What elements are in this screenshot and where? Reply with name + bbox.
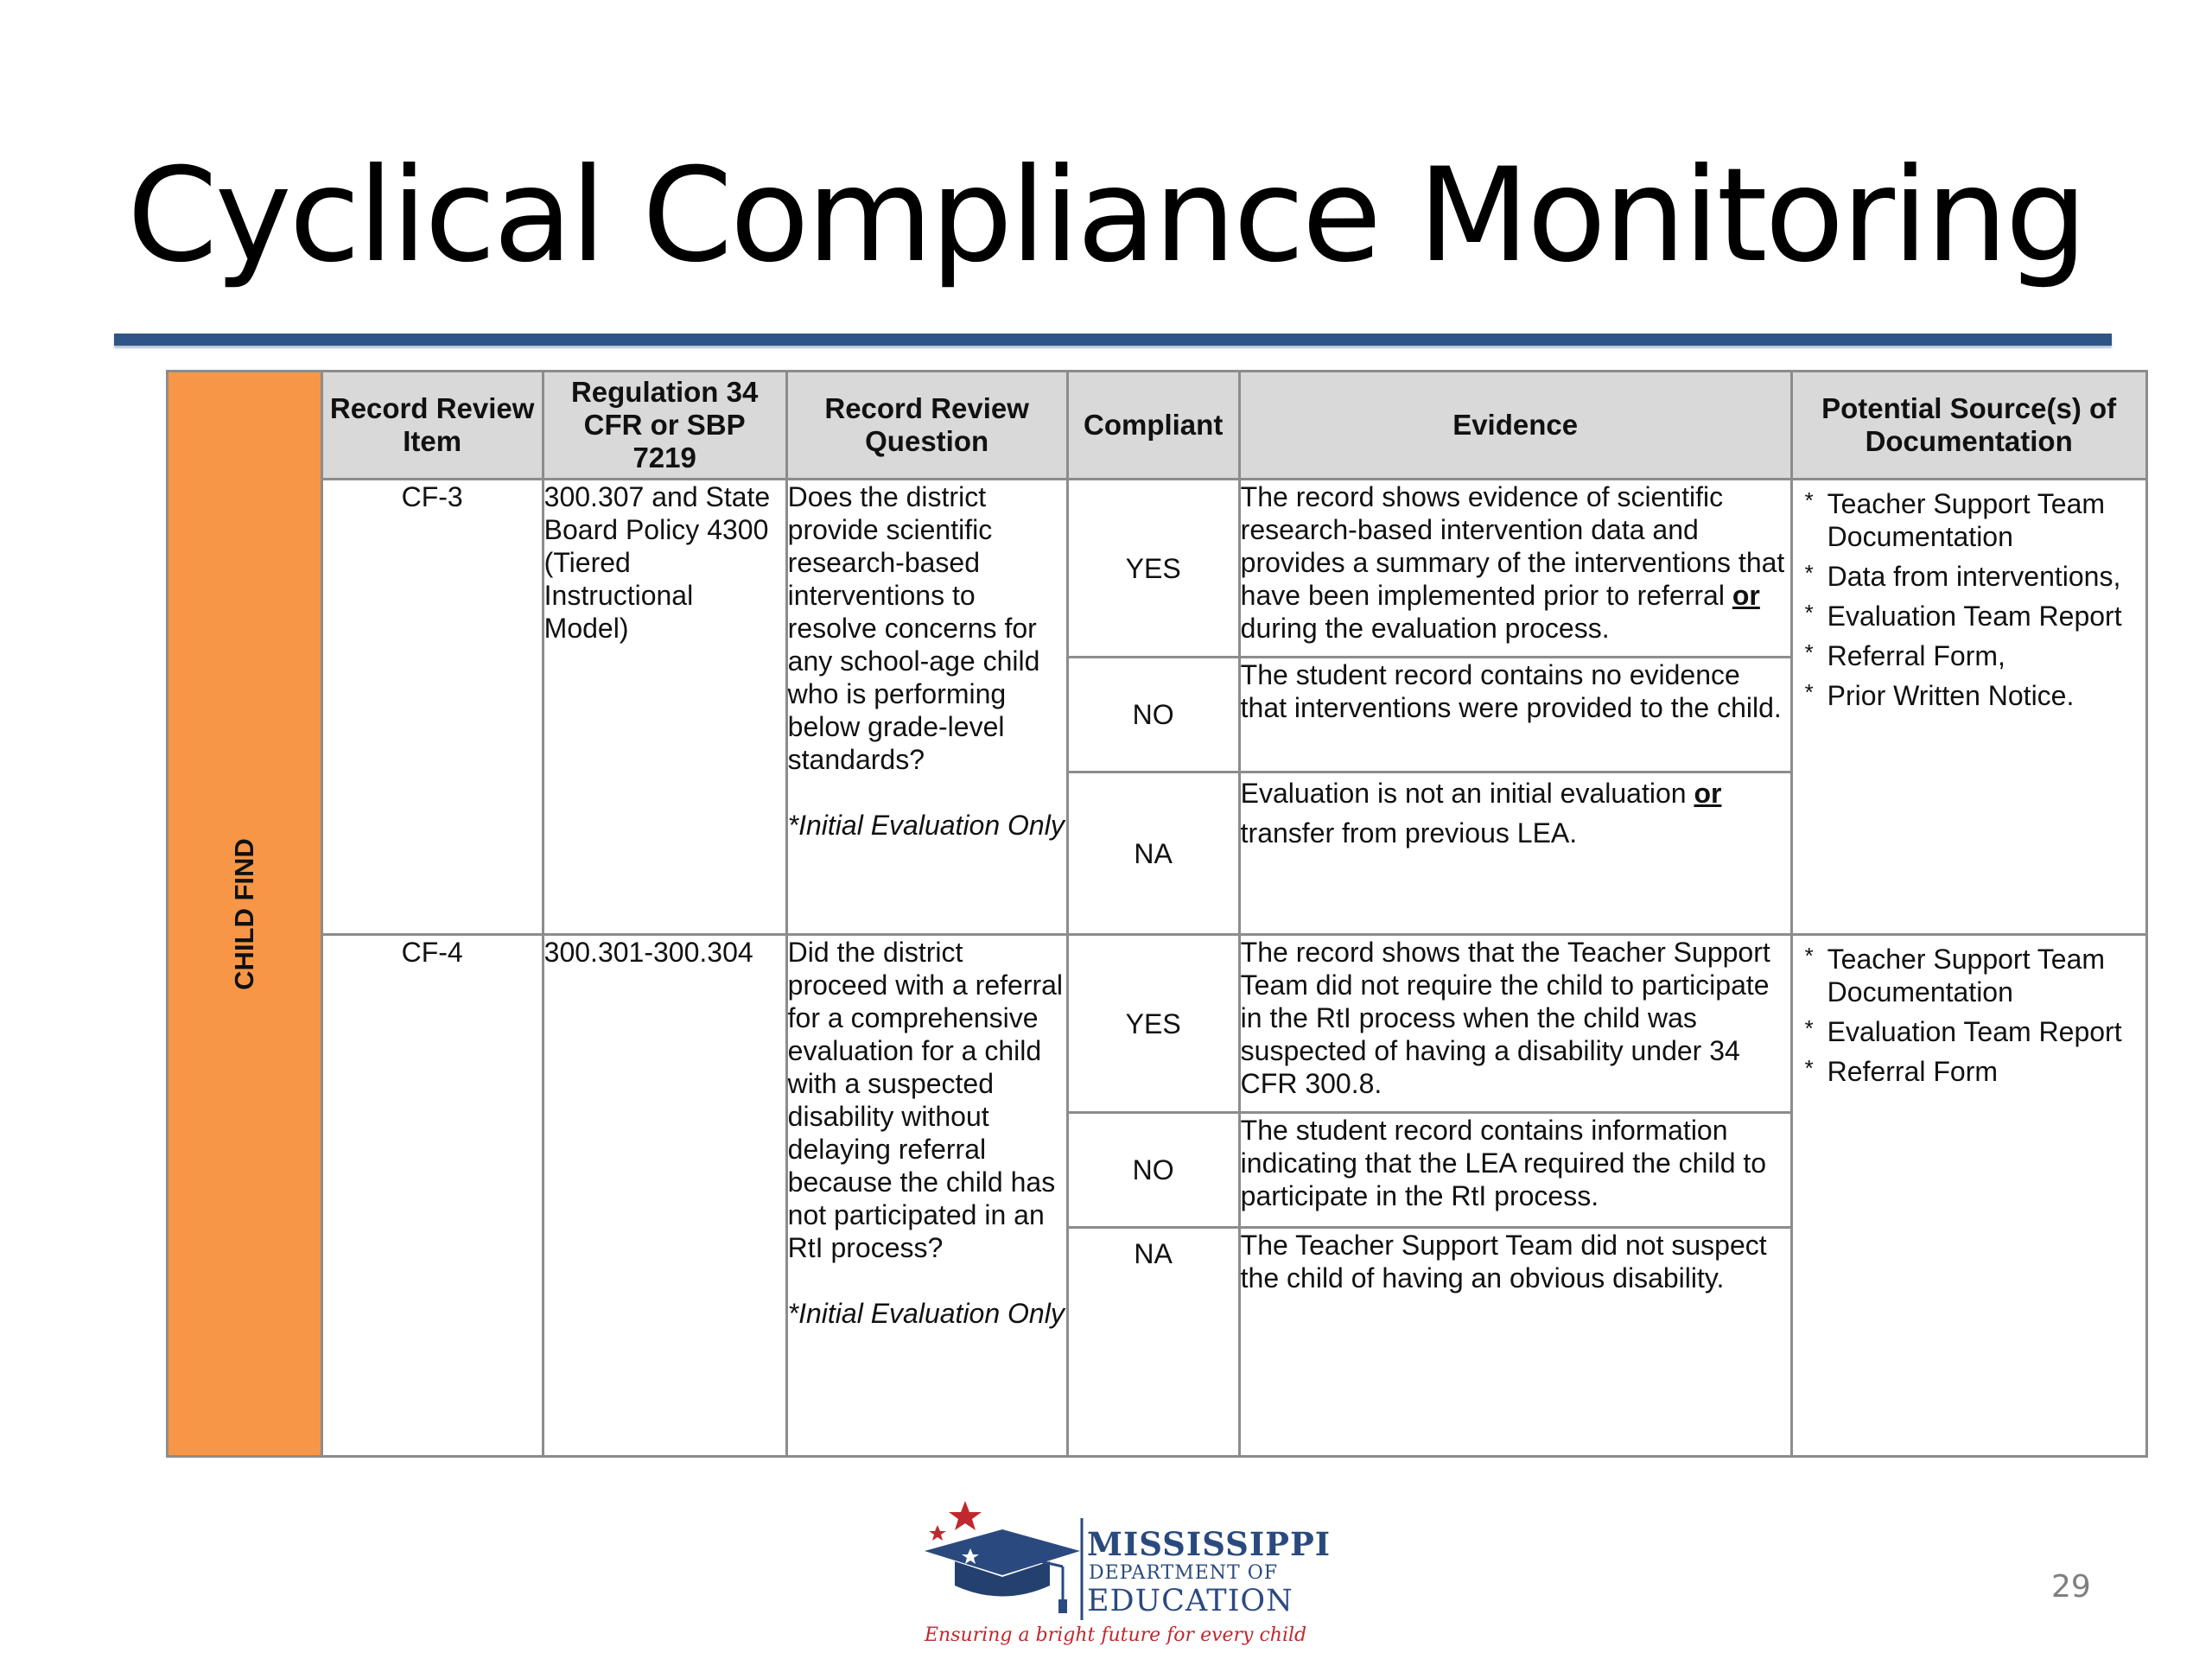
evidence-or: or: [1694, 778, 1722, 809]
question-text: Did the district proceed with a referral for a comprehensive evaluation for a child with a suspected disability without delaying referral because the child has not participated in an RtI process?: [787, 937, 1064, 1263]
compliant-cell: NO: [1067, 658, 1239, 772]
question-cell: [786, 935, 1067, 1457]
source-item: * Teacher Support Team Documentation: [1805, 487, 2137, 553]
compliant-cell: YES: [1067, 480, 1239, 658]
regulation-cell: 300.301-300.304: [543, 935, 786, 1457]
evidence-or: or: [1732, 580, 1760, 611]
header-sources: Potential Source(s) of Documentation: [1791, 372, 2146, 480]
evidence-cell: [1239, 1228, 1791, 1457]
child-find-label: CHILD FIND: [228, 838, 259, 990]
evidence-text: The Teacher Support Team did not suspect the child of having an obvious disability.: [1240, 1230, 1767, 1294]
sources-list: [1793, 936, 2145, 1088]
item-cell: CF-3: [321, 480, 543, 935]
header-record-review-item: Record Review Item: [321, 372, 543, 480]
logo-mississippi: MISSISSIPPI: [1087, 1525, 1332, 1563]
evidence-cell: [1239, 658, 1791, 772]
table-row: [168, 480, 2147, 658]
header-regulation: Regulation 34 CFR or SBP 7219: [543, 372, 786, 480]
header-evidence: Evidence: [1239, 372, 1791, 480]
evidence-text: The record shows evidence of scientific research-based intervention data and provides a summary of the interventions that have been implemented prior to referral: [1240, 481, 1785, 611]
logo-education: EDUCATION: [1087, 1584, 1294, 1618]
compliant-cell: NA: [1067, 772, 1239, 935]
title-divider: [114, 334, 2112, 346]
source-item: * Teacher Support Team Documentation: [1805, 943, 2137, 1008]
initial-evaluation-note: *Initial Evaluation Only: [787, 1298, 1065, 1329]
evidence-cell: [1239, 1113, 1791, 1228]
page-number: 29: [2051, 1569, 2091, 1605]
table-row: [168, 935, 2147, 1113]
sources-cell: [1791, 480, 2146, 935]
question-text: Does the district provide scientific research-based interventions to resolve concerns for any school-age child who is performing below grade-level standards?: [787, 481, 1040, 775]
evidence-cell: [1239, 935, 1791, 1113]
source-item: * Referral Form,: [1805, 639, 2137, 672]
compliant-cell: NO: [1067, 1113, 1239, 1228]
source-item: * Referral Form: [1805, 1055, 2137, 1088]
evidence-text: The record shows that the Teacher Support Team did not require the child to participate in the RtI process when the child was suspected of having a disability under 34 CFR 300.8.: [1240, 937, 1770, 1099]
initial-evaluation-note: *Initial Evaluation Only: [787, 810, 1065, 841]
sources-cell: [1791, 935, 2146, 1457]
child-find-band: [168, 372, 322, 1457]
header-question: Record Review Question: [786, 372, 1067, 480]
evidence-cell: [1239, 480, 1791, 658]
compliance-table: [166, 370, 2148, 1458]
compliant-cell: NA: [1067, 1228, 1239, 1457]
graduation-cap-icon: [920, 1499, 1084, 1629]
source-item: * Evaluation Team Report: [1805, 1015, 2137, 1048]
slide-title: Cyclical Compliance Monitoring: [127, 141, 2085, 291]
header-compliant: Compliant: [1067, 372, 1239, 480]
logo-department-of: DEPARTMENT OF: [1089, 1562, 1279, 1584]
evidence-text: Evaluation is not an initial evaluation: [1240, 778, 1694, 809]
source-item: * Data from interventions,: [1805, 560, 2137, 593]
sources-list: [1793, 480, 2145, 712]
header-row: [168, 372, 2147, 480]
regulation-cell: 300.307 and State Board Policy 4300 (Tiered Instructional Model): [543, 480, 786, 935]
source-item: * Prior Written Notice.: [1805, 679, 2137, 712]
evidence-cell: [1239, 772, 1791, 935]
source-item: * Evaluation Team Report: [1805, 600, 2137, 632]
evidence-text-end: transfer from previous LEA.: [1240, 817, 1578, 849]
compliant-cell: YES: [1067, 935, 1239, 1113]
evidence-text: The student record contains information indicating that the LEA required the child to participate in the RtI process.: [1240, 1115, 1767, 1211]
logo-tagline: Ensuring a bright future for every child: [925, 1624, 1307, 1646]
evidence-text: The student record contains no evidence that interventions were provided to the child.: [1240, 659, 1782, 723]
question-cell: [786, 480, 1067, 935]
item-cell: CF-4: [321, 935, 543, 1457]
mde-logo: [920, 1499, 1332, 1655]
evidence-text-end: during the evaluation process.: [1240, 613, 1610, 644]
